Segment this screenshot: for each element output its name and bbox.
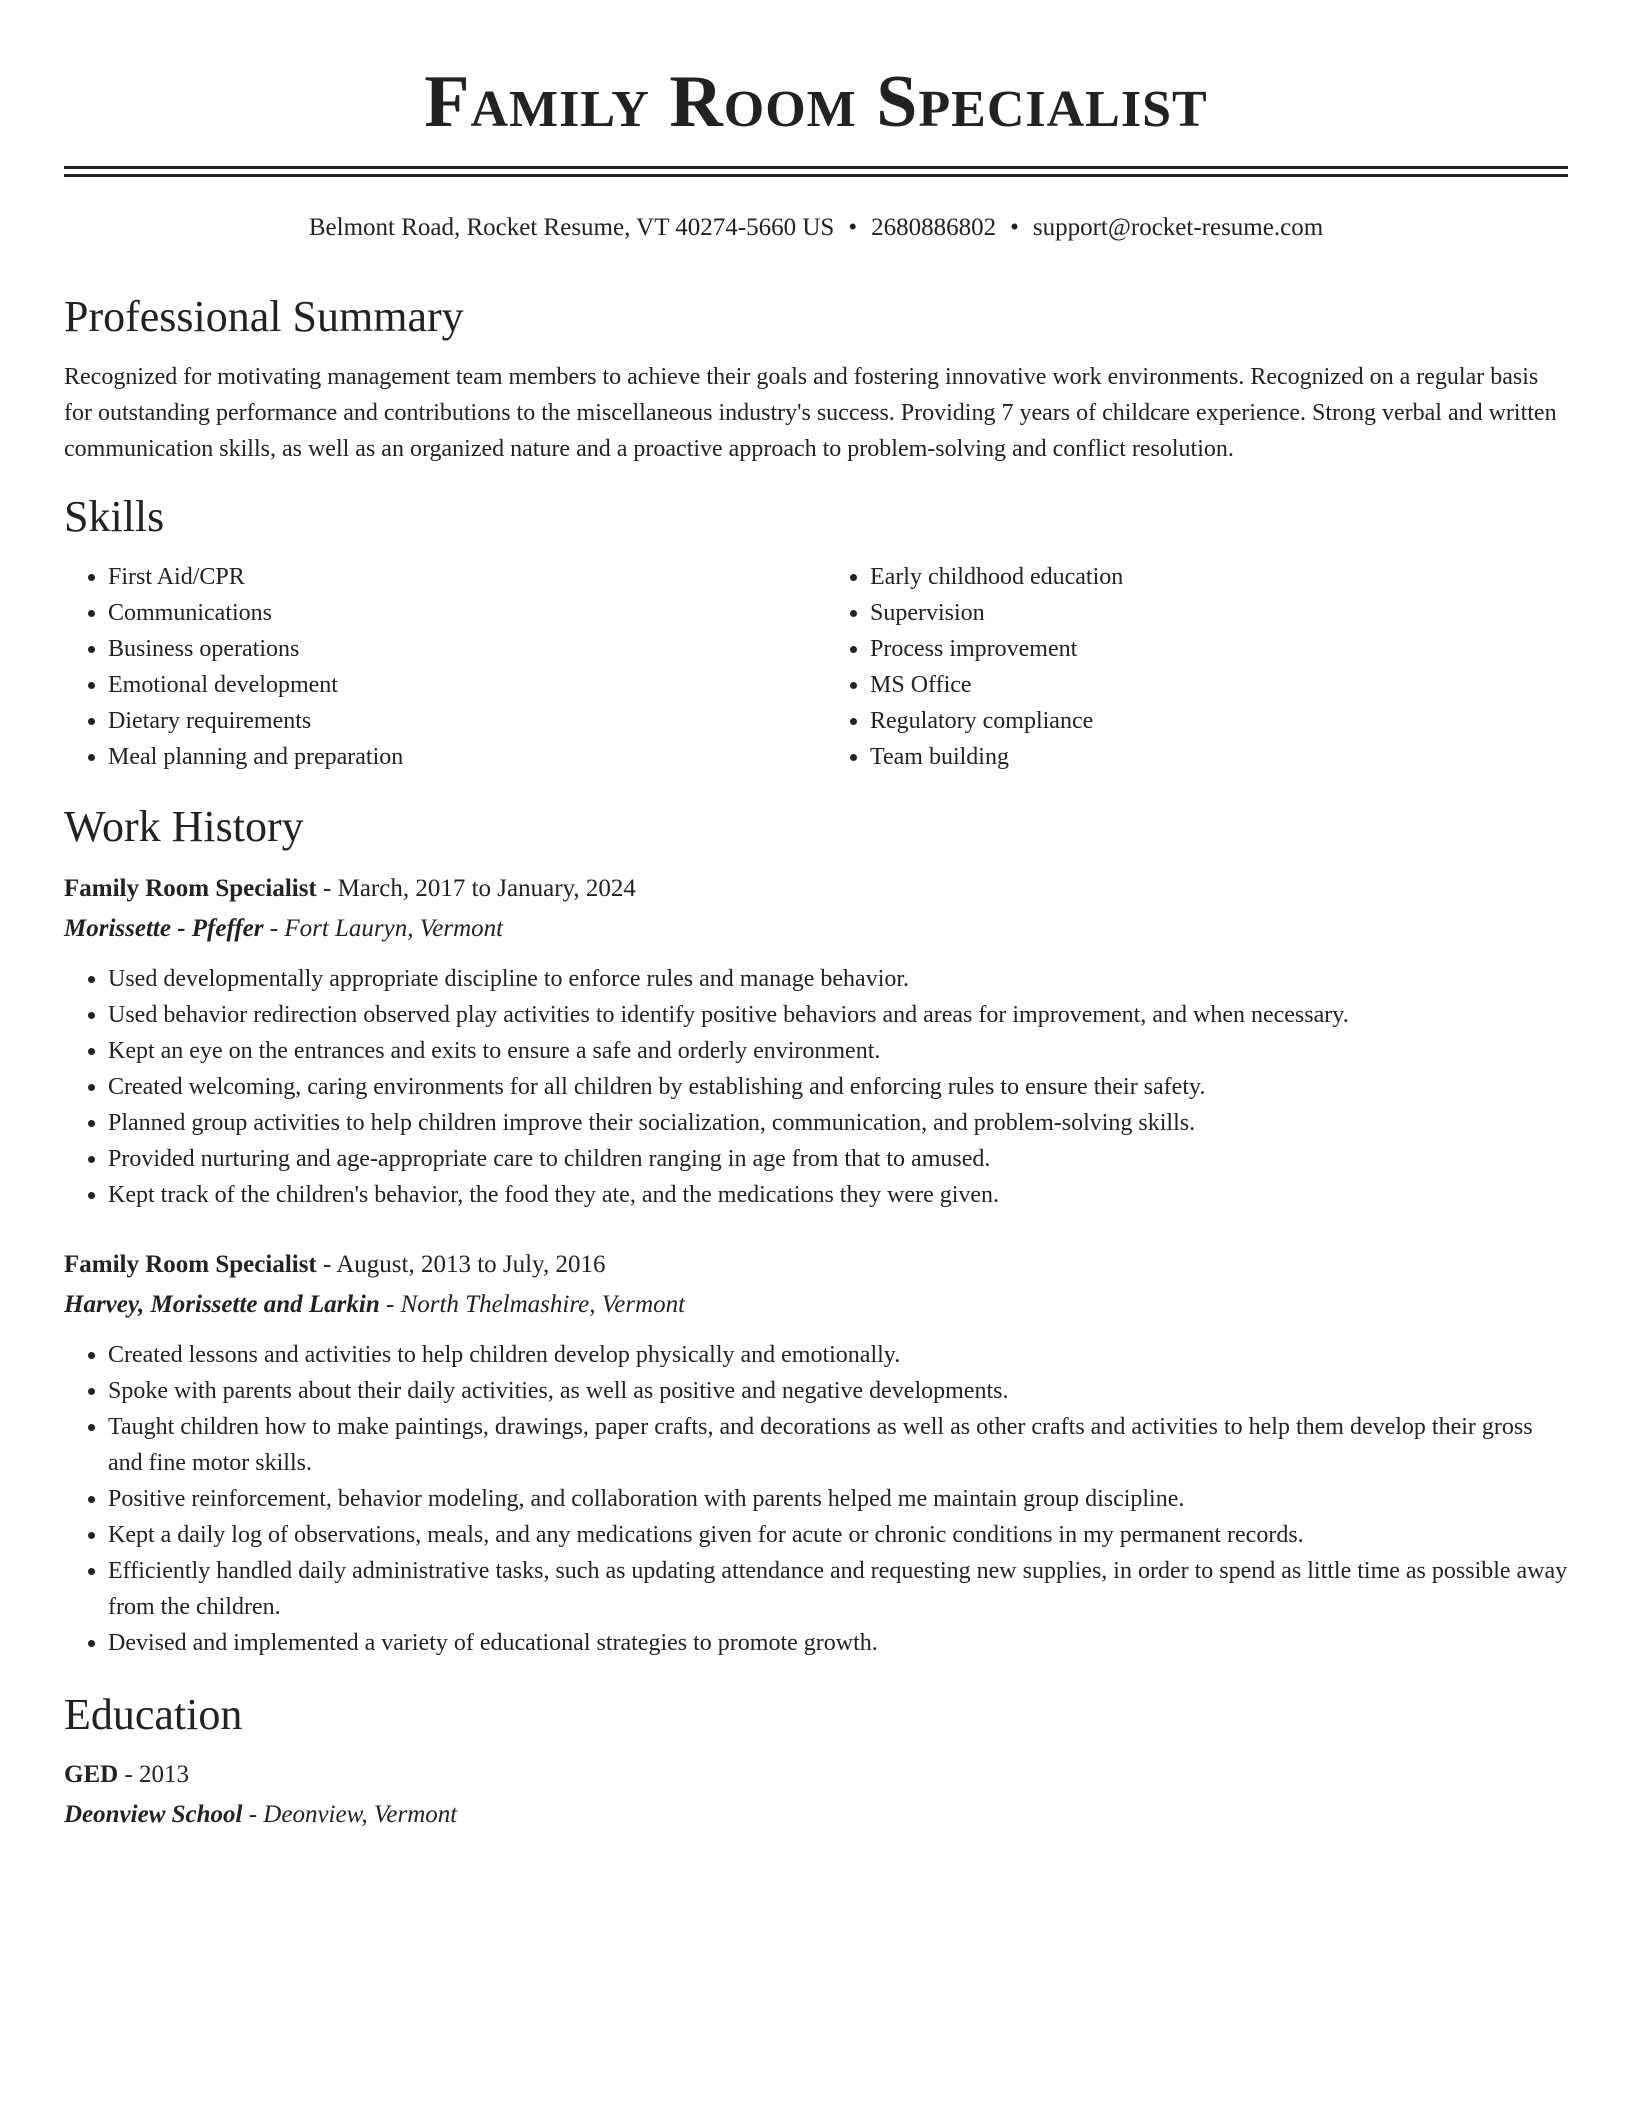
- job-bullet: • Provided nurturing and age-appropriate care to children ranging in age from that to amused.: [108, 1141, 1568, 1177]
- job-location: - North Thelmashire, Vermont: [386, 1291, 686, 1318]
- resume-title: Family Room Specialist: [424, 61, 1208, 143]
- contact-email: support@rocket-resume.com: [1032, 214, 1324, 241]
- contact-phone: 2680886802: [871, 214, 997, 241]
- job-bullet: • Used behavior redirection observed play activities to identify positive behaviors and areas for improvement, and when necessary.: [108, 997, 1568, 1033]
- job-company: Morissette - Pfeffer: [64, 915, 264, 942]
- job-company: Harvey, Morissette and Larkin: [64, 1291, 380, 1318]
- job-bullet: • Positive reinforcement, behavior modeling, and collaboration with parents helped me maintain group discipline.: [108, 1481, 1568, 1517]
- job-location: - Fort Lauryn, Vermont: [269, 915, 504, 942]
- education-entry: [64, 1757, 1568, 1833]
- skills-list-right: [826, 559, 1568, 775]
- contact-line: [64, 211, 1568, 245]
- skill-item: • Emotional development: [108, 667, 806, 703]
- job-title: Family Room Specialist: [64, 875, 317, 902]
- education-school-line: [64, 1797, 1568, 1833]
- skill-item: • Process improvement: [870, 631, 1568, 667]
- skill-item: • Team building: [870, 739, 1568, 775]
- job-bullet: • Spoke with parents about their daily activities, as well as positive and negative developments.: [108, 1373, 1568, 1409]
- job-bullet: • Efficiently handled daily administrative tasks, such as updating attendance and requesting new supplies, in order to spend as little time as possible away from the children.: [108, 1553, 1568, 1625]
- skill-item: • Business operations: [108, 631, 806, 667]
- title-rule-bottom: [64, 174, 1568, 177]
- skill-item: • Early childhood education: [870, 559, 1568, 595]
- job-company-line: [64, 911, 1568, 947]
- job-entry: [64, 1247, 1568, 1661]
- skill-item: • Communications: [108, 595, 806, 631]
- contact-separator: •: [848, 214, 858, 241]
- skills-grid: [64, 559, 1568, 775]
- education-school: Deonview School: [64, 1801, 243, 1828]
- skill-item: • Supervision: [870, 595, 1568, 631]
- education-degree: GED: [64, 1761, 119, 1788]
- contact-separator: •: [1010, 214, 1019, 241]
- education-year: - 2013: [124, 1761, 190, 1788]
- job-entry: [64, 871, 1568, 1213]
- education-heading: Education: [64, 1690, 243, 1739]
- education-degree-line: [64, 1757, 1568, 1793]
- job-bullet: • Used developmentally appropriate discipline to enforce rules and manage behavior.: [108, 961, 1568, 997]
- skill-item: • MS Office: [870, 667, 1568, 703]
- job-bullet: • Created welcoming, caring environments for all children by establishing and enforcing rules to ensure their safety.: [108, 1069, 1568, 1105]
- summary-text: Recognized for motivating management team members to achieve their goals and fostering innovative work environments. Recognized on a regular basis for outstanding performance and contributions to the miscellaneous industry's success. Providing 7 years of childcare experience. Strong verbal and written communication skills, as well as an organized nature and a proactive approach to problem-solving and conflict resolution.: [64, 364, 1557, 462]
- job-dates: - March, 2017 to January, 2024: [323, 875, 636, 902]
- job-company-line: [64, 1287, 1568, 1323]
- skills-heading: Skills: [64, 492, 165, 541]
- skill-item: • First Aid/CPR: [108, 559, 806, 595]
- job-bullet: • Kept track of the children's behavior, the food they ate, and the medications they were given.: [108, 1177, 1568, 1213]
- job-bullet: • Devised and implemented a variety of educational strategies to promote growth.: [108, 1625, 1568, 1661]
- job-title-line: [64, 1247, 1568, 1283]
- education-location: - Deonview, Vermont: [248, 1801, 458, 1828]
- work-history-heading: Work History: [64, 802, 304, 851]
- title-rule-top: [64, 166, 1568, 169]
- job-dates: - August, 2013 to July, 2016: [323, 1251, 606, 1278]
- job-bullet: • Kept an eye on the entrances and exits to ensure a safe and orderly environment.: [108, 1033, 1568, 1069]
- job-bullets: [64, 961, 1568, 1213]
- job-bullet: • Taught children how to make paintings, drawings, paper crafts, and decorations as well as other crafts and activities to help them develop their gross and fine motor skills.: [108, 1409, 1568, 1481]
- job-title-line: [64, 871, 1568, 907]
- skill-item: • Meal planning and preparation: [108, 739, 806, 775]
- job-bullets: [64, 1337, 1568, 1661]
- job-bullet: • Created lessons and activities to help children develop physically and emotionally.: [108, 1337, 1568, 1373]
- job-title: Family Room Specialist: [64, 1251, 317, 1278]
- job-bullet: • Planned group activities to help children improve their socialization, communication, and problem-solving skills.: [108, 1105, 1568, 1141]
- summary-heading: Professional Summary: [64, 292, 464, 341]
- skill-item: • Dietary requirements: [108, 703, 806, 739]
- skills-list-left: [64, 559, 806, 775]
- job-bullet: • Kept a daily log of observations, meals, and any medications given for acute or chronic conditions in my permanent records.: [108, 1517, 1568, 1553]
- contact-address: Belmont Road, Rocket Resume, VT 40274-5660 US: [308, 214, 835, 241]
- skill-item: • Regulatory compliance: [870, 703, 1568, 739]
- resume-page: [64, 0, 1568, 1833]
